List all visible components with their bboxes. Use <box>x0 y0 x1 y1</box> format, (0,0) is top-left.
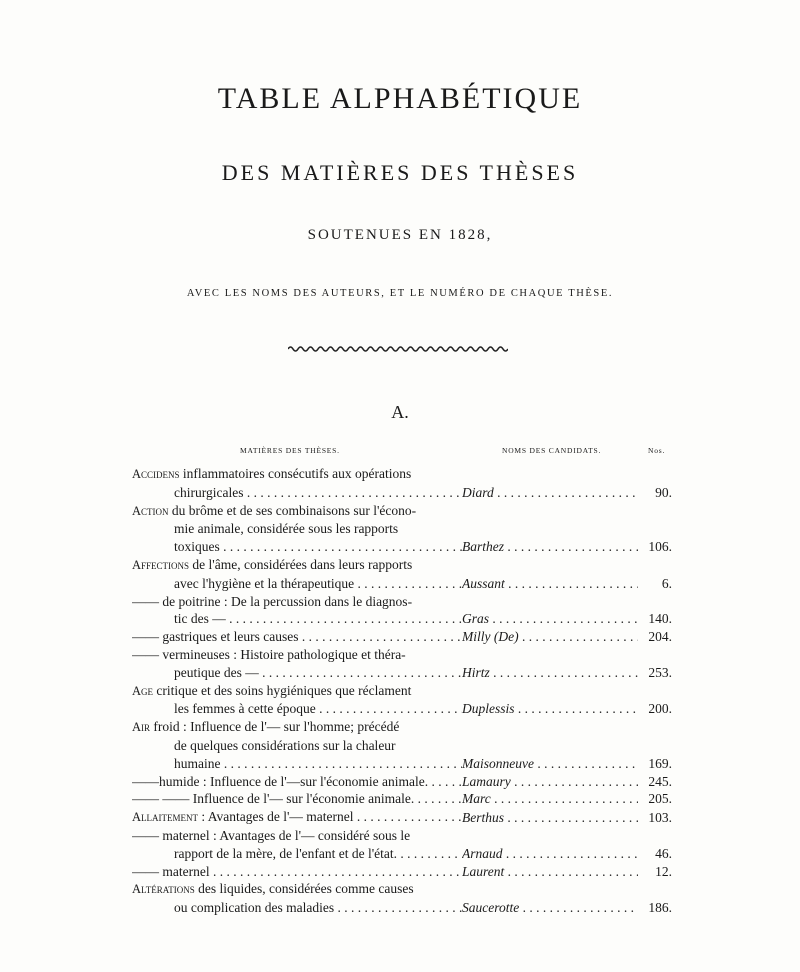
entry-author <box>462 502 638 556</box>
index-entry <box>132 790 672 808</box>
entry-text: ou complication des maladies <box>174 900 335 916</box>
entry-text: de quelques considérations sur la chaleur <box>174 737 396 753</box>
entry-line <box>132 773 462 791</box>
entry-matter <box>132 556 462 593</box>
entry-text: mie animale, considérée sous les rapports <box>174 521 399 537</box>
entry-author <box>462 556 638 593</box>
entry-keyword: Accidens <box>132 467 180 481</box>
page-title: TABLE ALPHABÉTIQUE <box>217 82 583 115</box>
entry-number: 204. <box>648 629 672 645</box>
entry-text: ——humide : Influence de l'—sur l'économie animale. <box>132 773 429 789</box>
author-name: Maisonneuve . . . <box>462 756 638 771</box>
entry-text: des liquides, considérées comme causes <box>194 881 414 897</box>
entry-matter <box>132 682 462 719</box>
entry-keyword: Affections <box>132 557 190 572</box>
entry-text: du brôme et de ses combinaisons sur l'écono- <box>168 502 417 518</box>
entry-number: 106. <box>648 539 672 555</box>
index-entry <box>132 593 672 629</box>
author-name: Laurent . . . <box>462 864 638 879</box>
index-entry <box>132 773 672 791</box>
entry-text: toxiques <box>174 539 220 555</box>
entry-number: 12. <box>655 863 672 879</box>
entry-text: : Avantages de l'— maternel <box>198 809 354 825</box>
author-name: Gras . . . <box>462 611 638 626</box>
entry-line <box>132 808 462 827</box>
entry-number: 186. <box>648 900 672 916</box>
author-name: Barthez . . . <box>462 539 638 554</box>
entry-text: —— de poitrine : De la percussion dans le diagnos- <box>132 593 413 609</box>
entry-line <box>132 465 462 484</box>
author-name: Hirtz . . . <box>462 665 638 680</box>
entry-line <box>132 682 462 701</box>
entry-matter <box>132 880 462 917</box>
entry-number: 205. <box>648 791 672 807</box>
entry-text: —— maternel : Avantages de l'— considéré sous le <box>132 827 411 843</box>
entry-text: critique et des soins hygiéniques que réclament <box>153 682 412 698</box>
entry-text: —— maternel <box>132 863 210 879</box>
author-name: Aussant . . . <box>462 576 638 591</box>
entry-number: 140. <box>648 611 672 627</box>
entry-line <box>132 899 462 917</box>
author-name: Saucerotte . . . <box>462 900 638 915</box>
entry-matter <box>132 465 462 502</box>
entry-author <box>462 808 638 827</box>
entry-author <box>462 790 638 808</box>
entry-text: les femmes à cette époque <box>174 701 316 717</box>
entry-number: 90. <box>655 484 672 500</box>
entry-keyword: Air <box>132 720 151 735</box>
index-entry <box>132 808 672 827</box>
entry-line <box>132 664 462 682</box>
index-entry <box>132 646 672 682</box>
entry-author <box>462 628 638 646</box>
author-name: Arnaud . . . <box>462 846 638 861</box>
entry-author <box>462 465 638 502</box>
entry-matter <box>132 628 462 646</box>
index-table <box>132 465 672 917</box>
entry-line <box>132 827 462 845</box>
entry-matter <box>132 718 462 772</box>
entry-line <box>132 520 462 538</box>
index-entry <box>132 827 672 863</box>
entry-line <box>132 556 462 575</box>
entry-line <box>132 628 462 646</box>
ornament-divider <box>288 344 508 354</box>
entry-line <box>132 575 462 593</box>
entry-author <box>462 718 638 772</box>
entry-matter <box>132 808 462 827</box>
entry-keyword: Allaitement <box>132 810 199 825</box>
entry-line <box>132 593 462 611</box>
index-entry <box>132 682 672 719</box>
entry-text: —— vermineuses : Histoire pathologique et théra- <box>132 646 406 662</box>
entry-line <box>132 646 462 664</box>
author-name: Lamaury . . . <box>462 774 638 789</box>
entry-text: peutique des — <box>174 664 259 680</box>
entry-line <box>132 502 462 521</box>
entry-line <box>132 737 462 755</box>
year-line: SOUTENUES EN 1828, <box>307 227 493 243</box>
entry-line <box>132 880 462 899</box>
index-entry <box>132 465 672 502</box>
description-line: AVEC LES NOMS DES AUTEURS, ET LE NUMÉRO DE CHAQUE THÈSE. <box>186 288 614 299</box>
entry-line <box>132 718 462 737</box>
entry-line <box>132 538 462 556</box>
entry-matter <box>132 646 462 682</box>
page-subtitle: DES MATIÈRES DES THÈSES <box>221 160 579 185</box>
section-letter: A. <box>391 402 409 422</box>
entry-number: 103. <box>648 810 672 826</box>
column-header-number: Nos. <box>648 446 666 455</box>
entry-matter <box>132 502 462 556</box>
index-entry <box>132 628 672 646</box>
entry-text: inflammatoires consécutifs aux opérations <box>179 466 412 481</box>
entry-keyword: Age <box>132 683 154 698</box>
author-name: Duplessis . . . <box>462 701 638 716</box>
entry-text: froid : Influence de l'— sur l'homme; précédé <box>150 719 400 735</box>
entry-keyword: Action <box>132 503 169 518</box>
entry-matter <box>132 827 462 863</box>
entry-number: 169. <box>648 755 672 771</box>
entry-text: —— —— Influence de l'— sur l'économie animale. <box>132 791 415 807</box>
entry-line <box>132 845 462 863</box>
entry-author <box>462 863 638 881</box>
author-name: Milly (De) . . . <box>462 629 638 644</box>
entry-author <box>462 682 638 719</box>
entry-keyword: Altérations <box>132 882 195 897</box>
entry-text: rapport de la mère, de l'enfant et de l'état. . <box>174 845 404 861</box>
entry-line <box>132 700 462 718</box>
entry-text: de l'âme, considérées dans leurs rapports <box>189 556 413 572</box>
entry-line <box>132 755 462 773</box>
entry-text: chirurgicales <box>174 484 244 500</box>
entry-author <box>462 880 638 917</box>
entry-text: avec l'hygiène et la thérapeutique <box>174 575 355 591</box>
entry-number: 6. <box>661 575 672 591</box>
entry-line <box>132 484 462 502</box>
entry-author <box>462 593 638 629</box>
entry-number: 46. <box>655 845 672 861</box>
author-name: Marc . . . <box>462 791 638 806</box>
entry-matter <box>132 790 462 808</box>
entry-text: humaine <box>174 755 221 771</box>
index-entry <box>132 718 672 772</box>
entry-number: 200. <box>648 701 672 717</box>
entry-number: 245. <box>648 773 672 789</box>
author-name: Diard . . . <box>462 485 638 500</box>
index-entry <box>132 502 672 556</box>
author-name: Berthus . . . <box>462 810 638 825</box>
entry-matter <box>132 863 462 881</box>
entry-line <box>132 790 462 808</box>
entry-text: —— gastriques et leurs causes <box>132 629 299 645</box>
entry-matter <box>132 593 462 629</box>
index-entry <box>132 863 672 881</box>
entry-matter <box>132 773 462 791</box>
column-header-candidates: NOMS DES CANDIDATS. <box>502 446 602 455</box>
entry-line <box>132 863 462 881</box>
entry-text: tic des — <box>174 611 226 627</box>
entry-author <box>462 827 638 863</box>
entry-author <box>462 773 638 791</box>
column-header-matters: MATIÈRES DES THÈSES. <box>240 446 340 455</box>
index-entry <box>132 880 672 917</box>
entry-line <box>132 610 462 628</box>
entry-author <box>462 646 638 682</box>
index-entry <box>132 556 672 593</box>
entry-number: 253. <box>648 664 672 680</box>
